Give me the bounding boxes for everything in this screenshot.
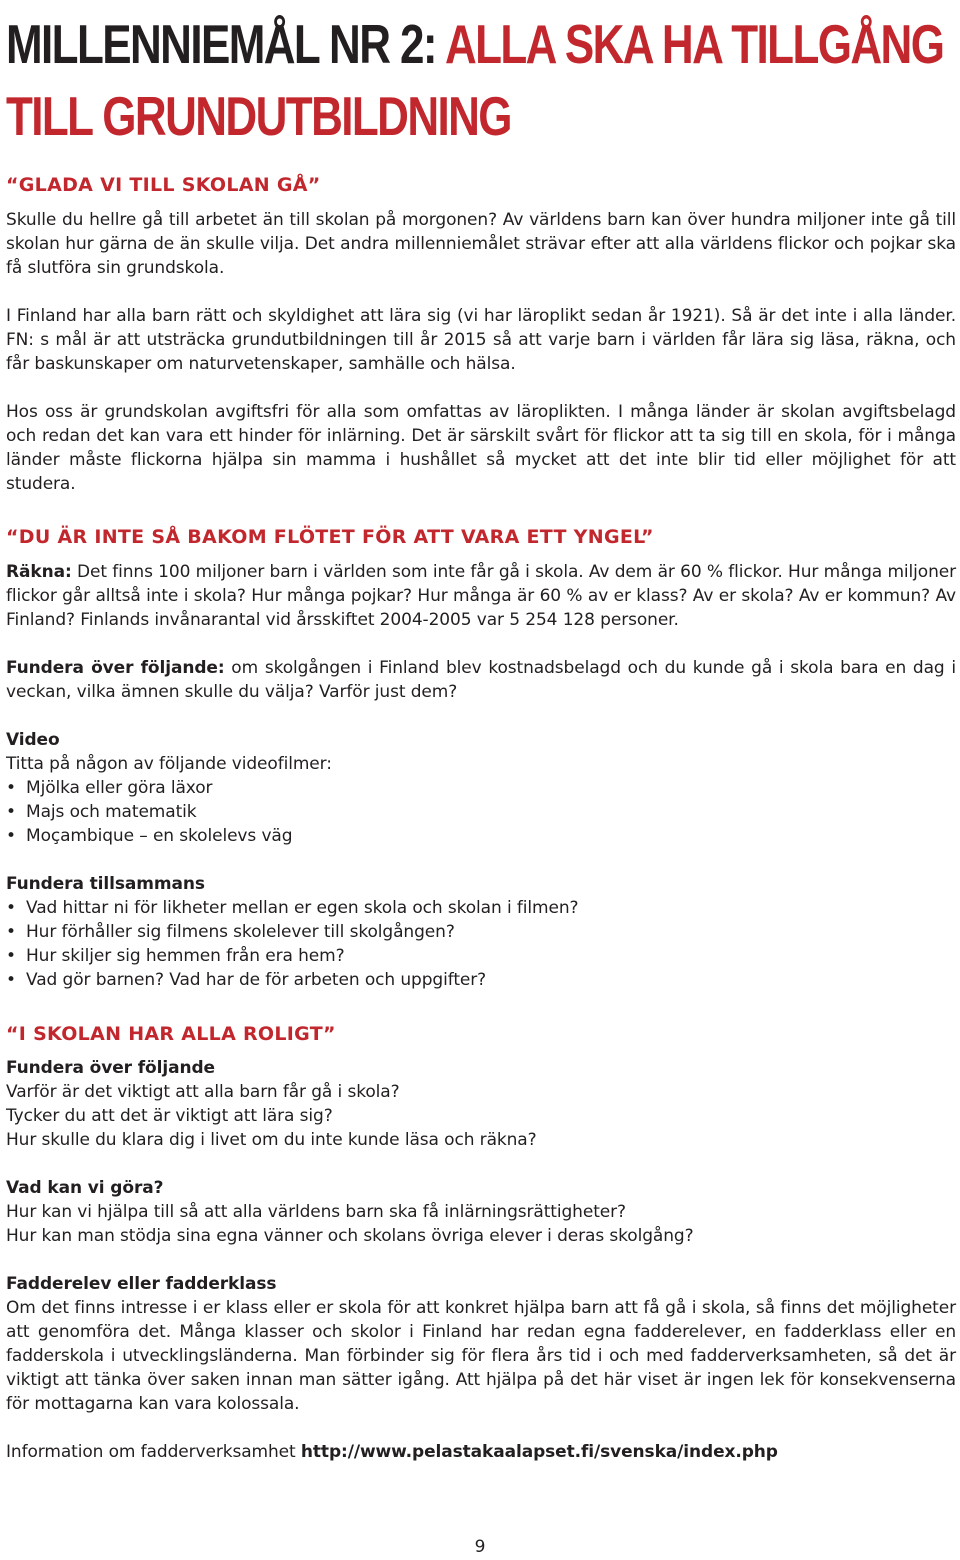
list-item: • Majs och matematik bbox=[6, 800, 956, 824]
intro-paragraph bbox=[6, 208, 956, 280]
list-item: • Moçambique – en skolelevs väg bbox=[6, 824, 956, 848]
finland-paragraph bbox=[6, 304, 956, 376]
fundera-label: Fundera över följande: bbox=[6, 658, 225, 678]
title-prefix: MILLENNIEMÅL NR 2: bbox=[6, 13, 445, 75]
question-line: Hur skulle du klara dig i livet om du inte kunde läsa och räkna? bbox=[6, 1130, 537, 1150]
rakna-text: Det finns 100 miljoner barn i världen som inte får gå i skola. Av dem är 60 % flickor. Hur många miljoner flickor går alltså inte i skola? Hur många pojkar? Hur många är 60 % av er klass? Av er skola? Av er kommun? Av Finland? Finlands invånarantal vid årsskiftet 2004-2005 var 5 254 128 personer. bbox=[6, 562, 956, 630]
list-item: • Vad gör barnen? Vad har de för arbeten och uppgifter? bbox=[6, 968, 956, 992]
title-goal: ALLA SKA HA TILLGÅNG TILL GRUNDUTBILDNING bbox=[6, 13, 944, 147]
fadder-block bbox=[6, 1272, 956, 1416]
tillsammans-block bbox=[6, 872, 956, 992]
finland-text: I Finland har alla barn rätt och skyldighet att lära sig (vi har läroplikt sedan år 1921). Så är det inte i alla länder. FN: s mål är att utsträcka grundutbildningen till år 2015 så att varje barn i världen får lära sig läsa, räkna, och får baskunskaper om naturvetenskaper, samhälle och hälsa. bbox=[6, 306, 956, 374]
question-line: Varför är det viktigt att alla barn får gå i skola? bbox=[6, 1082, 400, 1102]
fundera-foljande-label: Fundera över följande bbox=[6, 1058, 215, 1078]
section-heading-roligt: “I SKOLAN HAR ALLA ROLIGT” bbox=[6, 1023, 336, 1045]
page-title bbox=[6, 8, 958, 152]
question-line: Hur kan vi hjälpa till så att alla världens barn ska få inlärningsrättigheter? bbox=[6, 1202, 626, 1222]
section-heading-glada: “GLADA VI TILL SKOLAN GÅ” bbox=[6, 174, 321, 196]
tillsammans-list bbox=[6, 896, 956, 992]
fees-paragraph bbox=[6, 400, 956, 496]
fundera-foljande-block bbox=[6, 1056, 956, 1152]
info-link[interactable]: http://www.pelastakaalapset.fi/svenska/index.php bbox=[300, 1442, 778, 1462]
video-list bbox=[6, 776, 956, 848]
question-line: Hur kan man stödja sina egna vänner och skolans övriga elever i deras skolgång? bbox=[6, 1226, 694, 1246]
rakna-paragraph bbox=[6, 560, 956, 632]
fees-text: Hos oss är grundskolan avgiftsfri för alla som omfattas av läroplikten. I många länder är skolan avgiftsbelagd och redan det kan vara ett hinder för inlärning. Det är särskilt svårt för flickor att ta sig till en skola, för i många länder måste flickorna hjälpa sin mamma i hushållet så mycket att det inte blir tid eller möjlighet för att studera. bbox=[6, 402, 956, 494]
video-intro: Titta på någon av följande videofilmer: bbox=[6, 754, 332, 774]
vad-kan-vi-gora-block bbox=[6, 1176, 956, 1248]
rakna-label: Räkna: bbox=[6, 562, 72, 582]
info-line bbox=[6, 1440, 956, 1464]
info-text: Information om fadderverksamhet bbox=[6, 1442, 301, 1462]
fundera-text: om skolgången i Finland blev kostnadsbelagd och du kunde gå i skola bara en dag i veckan, vilka ämnen skulle du välja? Varför just dem? bbox=[6, 658, 957, 702]
video-label: Video bbox=[6, 730, 60, 750]
list-item: • Mjölka eller göra läxor bbox=[6, 776, 956, 800]
intro-text: Skulle du hellre gå till arbetet än till skolan på morgonen? Av världens barn kan över hundra miljoner inte gå till skolan hur gärna de än skulle vilja. Det andra millenniemålet strävar efter att alla världens flickor och pojkar ska få slutföra sin grundskola. bbox=[6, 210, 956, 278]
question-line: Tycker du att det är viktigt att lära sig? bbox=[6, 1106, 333, 1126]
list-item: • Vad hittar ni för likheter mellan er egen skola och skolan i filmen? bbox=[6, 896, 956, 920]
section-heading-yngel: “DU ÄR INTE SÅ BAKOM FLÖTET FÖR ATT VARA ETT YNGEL” bbox=[6, 526, 654, 548]
video-block bbox=[6, 728, 956, 848]
fadder-text: Om det finns intresse i er klass eller er skola för att konkret hjälpa barn att få gå i skola, så finns det möjligheter att genomföra det. Många klasser och skolor i Finland har redan egna fadderelever, en fadderklass eller en fadderskola i utvecklingsländerna. Man förbinder sig för flera års tid i och med fadderverksamheten, så det är viktigt att tänka över saken innan man sätter igång. Att hjälpa på det här viset är ingen lek för konsekvenserna för mottagarna kan vara kolossala. bbox=[6, 1298, 956, 1414]
list-item: • Hur skiljer sig hemmen från era hem? bbox=[6, 944, 956, 968]
fadder-label: Fadderelev eller fadderklass bbox=[6, 1274, 277, 1294]
tillsammans-label: Fundera tillsammans bbox=[6, 874, 205, 894]
list-item: • Hur förhåller sig filmens skolelever till skolgången? bbox=[6, 920, 956, 944]
page-number: 9 bbox=[474, 1537, 486, 1557]
fundera-paragraph bbox=[6, 656, 956, 704]
vad-kan-vi-gora-label: Vad kan vi göra? bbox=[6, 1178, 164, 1198]
